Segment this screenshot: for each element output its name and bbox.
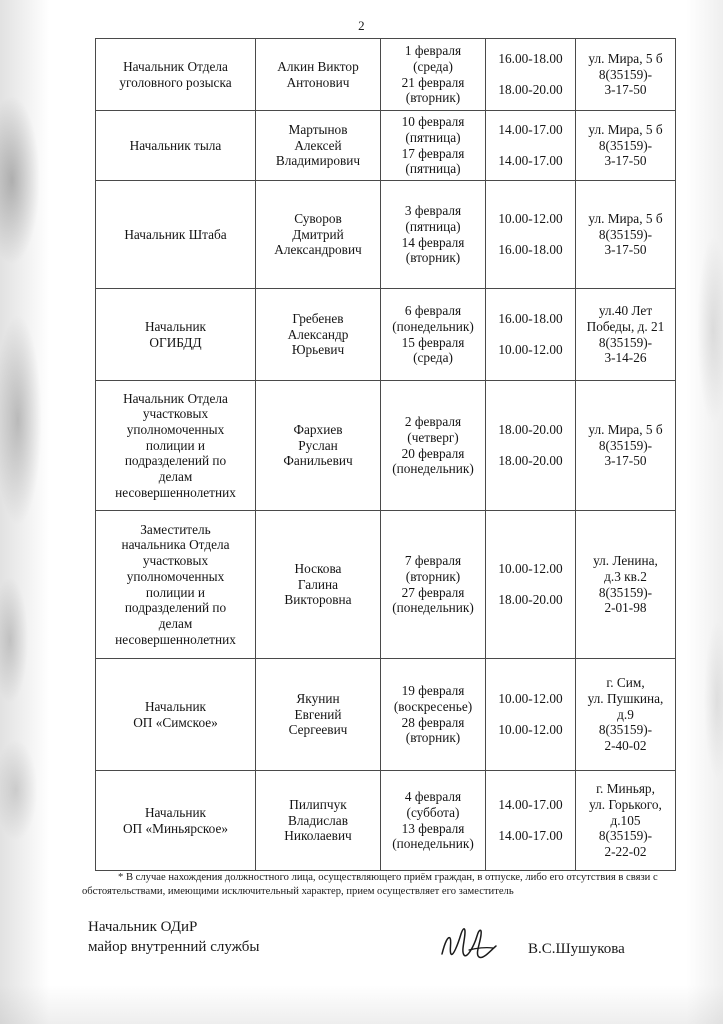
cell-address: [576, 659, 676, 771]
cell-position-line: подразделений по: [124, 600, 227, 616]
cell-times-line: 10.00-12.00: [498, 560, 563, 576]
cell-address: [576, 771, 676, 871]
cell-times-line: 14.00-17.00: [498, 121, 563, 137]
cell-name-line: Юрьевич: [291, 342, 345, 358]
cell-name: [256, 111, 381, 181]
cell-dates-line: (среда): [413, 58, 453, 74]
cell-position-line: Начальник: [144, 804, 207, 820]
cell-address-line: ул. Мира, 5 б: [588, 210, 663, 226]
cell-address-line: 2-22-02: [604, 844, 647, 860]
signatory-title: [88, 918, 418, 958]
handwritten-signature-icon: [436, 924, 516, 964]
cell-address-line: 8(35159)-: [598, 828, 653, 844]
cell-position-line: Заместитель: [140, 521, 211, 537]
time-spacer: [488, 813, 573, 829]
cell-dates-line: (пятница): [405, 129, 461, 145]
cell-times-line: 10.00-12.00: [498, 342, 563, 358]
cell-name-line: Алкин Виктор: [277, 58, 359, 74]
scan-shadow-bottom: [0, 978, 723, 1024]
cell-name-line: Галина: [297, 576, 339, 592]
cell-times: [486, 381, 576, 511]
cell-position: [96, 181, 256, 289]
table-row: [96, 511, 676, 659]
cell-address-line: 8(35159)-: [598, 722, 653, 738]
cell-dates-line: 28 февраля: [401, 714, 465, 730]
cell-dates-line: (понедельник): [392, 836, 474, 852]
cell-dates: [381, 511, 486, 659]
cell-address-line: 8(35159)-: [598, 437, 653, 453]
cell-dates: [381, 659, 486, 771]
cell-position: [96, 111, 256, 181]
cell-dates-line: 13 февраля: [401, 820, 465, 836]
cell-address-line: 8(35159)-: [598, 66, 653, 82]
cell-dates-line: 2 февраля: [404, 414, 462, 430]
cell-position: [96, 659, 256, 771]
cell-dates-line: (пятница): [405, 218, 461, 234]
cell-position-line: Начальник: [144, 698, 207, 714]
cell-name-line: Викторовна: [284, 592, 352, 608]
time-spacer: [488, 138, 573, 154]
cell-address-line: 3-14-26: [604, 350, 647, 366]
cell-name-line: Фанильевич: [283, 453, 353, 469]
cell-dates: [381, 181, 486, 289]
cell-dates-line: 10 февраля: [401, 114, 465, 130]
cell-address-line: 3-17-50: [604, 82, 647, 98]
time-spacer: [488, 438, 573, 454]
cell-times-line: 14.00-17.00: [498, 828, 563, 844]
cell-position-line: подразделений по: [124, 453, 227, 469]
cell-dates-line: 3 февраля: [404, 203, 462, 219]
cell-address-line: ул. Пушкина,: [587, 690, 664, 706]
cell-times: [486, 659, 576, 771]
cell-address: [576, 111, 676, 181]
cell-dates-line: 6 февраля: [404, 303, 462, 319]
footnote: * В случае нахождения должностного лица, осуществляющего приём граждан, в отпуске, либо его отсутствия в связи с обстоятельствами, имеющими исключительный характер, прием осуществляет его заместитель: [82, 872, 658, 897]
cell-address-line: ул. Горького,: [589, 796, 662, 812]
cell-position-line: Начальник Штаба: [124, 226, 227, 242]
signatory-name: В.С.Шушукова: [528, 941, 625, 957]
cell-position-line: ОП «Симское»: [133, 714, 218, 730]
cell-times-line: 16.00-18.00: [498, 50, 563, 66]
cell-times: [486, 181, 576, 289]
cell-dates-line: 4 февраля: [404, 789, 462, 805]
cell-address: [576, 181, 676, 289]
cell-address-line: д.3 кв.2: [604, 568, 647, 584]
cell-name: [256, 39, 381, 111]
cell-position-line: уголовного розыска: [119, 74, 232, 90]
cell-dates: [381, 39, 486, 111]
cell-address-line: ул. Ленина,: [593, 553, 658, 569]
cell-name-line: Суворов: [294, 210, 342, 226]
cell-dates: [381, 289, 486, 381]
cell-name-line: Александрович: [274, 242, 362, 258]
cell-times-line: 10.00-12.00: [498, 722, 563, 738]
cell-address-line: ул. Мира, 5 б: [588, 121, 663, 137]
cell-address-line: д.9: [617, 706, 634, 722]
cell-times-line: 10.00-12.00: [498, 690, 563, 706]
table-row: [96, 181, 676, 289]
cell-name-line: Александр: [287, 326, 349, 342]
cell-dates-line: 19 февраля: [401, 683, 465, 699]
cell-position-line: участковых: [142, 553, 209, 569]
table-row: [96, 111, 676, 181]
cell-name: [256, 381, 381, 511]
cell-name-line: Антонович: [286, 74, 350, 90]
cell-times: [486, 289, 576, 381]
table-row: [96, 39, 676, 111]
cell-dates-line: (вторник): [405, 568, 461, 584]
cell-dates-line: (воскресенье): [393, 698, 473, 714]
signatory-title-line-2: майор внутренний службы: [88, 938, 260, 955]
cell-name-line: Фархиев: [293, 421, 343, 437]
cell-position: [96, 511, 256, 659]
time-spacer: [488, 67, 573, 83]
cell-times-line: 18.00-20.00: [498, 592, 563, 608]
time-spacer: [488, 707, 573, 723]
cell-dates-line: 1 февраля: [404, 43, 462, 59]
cell-dates: [381, 111, 486, 181]
cell-address-line: ул. Мира, 5 б: [588, 50, 663, 66]
cell-name: [256, 289, 381, 381]
cell-position: [96, 289, 256, 381]
cell-address-line: 3-17-50: [604, 453, 647, 469]
cell-position-line: начальника Отдела: [121, 537, 230, 553]
cell-address: [576, 289, 676, 381]
cell-times-line: 10.00-12.00: [498, 210, 563, 226]
cell-dates-line: 27 февраля: [401, 584, 465, 600]
cell-address: [576, 511, 676, 659]
cell-address-line: ул. Мира, 5 б: [588, 421, 663, 437]
cell-position-line: ОГИБДД: [149, 334, 202, 350]
cell-address-line: 8(35159)-: [598, 226, 653, 242]
cell-dates-line: (понедельник): [392, 600, 474, 616]
cell-name-line: Руслан: [298, 437, 338, 453]
page-number: 2: [358, 18, 365, 33]
cell-position-line: Начальник тыла: [129, 137, 222, 153]
cell-position-line: несовершеннолетних: [115, 484, 236, 500]
cell-times-line: 14.00-17.00: [498, 153, 563, 169]
cell-dates-line: 20 февраля: [401, 445, 465, 461]
cell-address-line: 3-17-50: [604, 153, 647, 169]
cell-address-line: г. Миньяр,: [596, 781, 655, 797]
scan-shadow-left: [0, 0, 58, 1024]
cell-name-line: Евгений: [294, 706, 342, 722]
scan-shadow-right: [677, 0, 723, 1024]
cell-name-line: Николаевич: [284, 828, 352, 844]
cell-times-line: 18.00-20.00: [498, 421, 563, 437]
cell-times: [486, 771, 576, 871]
cell-dates-line: 17 февраля: [401, 145, 465, 161]
cell-times-line: 18.00-20.00: [498, 82, 563, 98]
cell-position-line: делам: [158, 469, 193, 485]
cell-times: [486, 511, 576, 659]
cell-address-line: 8(35159)-: [598, 334, 653, 350]
time-spacer: [488, 577, 573, 593]
cell-address-line: 8(35159)-: [598, 584, 653, 600]
cell-name-line: Владимирович: [275, 153, 361, 169]
cell-name-line: Пилипчук: [289, 796, 347, 812]
cell-address-line: 2-01-98: [604, 600, 647, 616]
cell-dates-line: 14 февраля: [401, 234, 465, 250]
cell-name-line: Сергеевич: [288, 722, 348, 738]
cell-times-line: 18.00-20.00: [498, 453, 563, 469]
schedule-table-body: [96, 39, 676, 871]
cell-times-line: 16.00-18.00: [498, 242, 563, 258]
cell-dates-line: (среда): [413, 350, 453, 366]
cell-position-line: участковых: [142, 406, 209, 422]
cell-position-line: полиции и: [145, 584, 206, 600]
table-row: [96, 771, 676, 871]
cell-address-line: 2-40-02: [604, 738, 647, 754]
cell-dates-line: (четверг): [407, 429, 459, 445]
cell-position-line: ОП «Миньярское»: [122, 820, 229, 836]
cell-dates-line: (суббота): [406, 804, 460, 820]
cell-position-line: несовершеннолетних: [115, 631, 236, 647]
cell-address-line: Победы, д. 21: [586, 318, 665, 334]
cell-position-line: Начальник Отдела: [123, 390, 228, 406]
cell-name: [256, 659, 381, 771]
cell-address-line: 3-17-50: [604, 242, 647, 258]
cell-address: [576, 39, 676, 111]
cell-position: [96, 771, 256, 871]
cell-position-line: полиции и: [145, 437, 206, 453]
cell-name: [256, 181, 381, 289]
table-row: [96, 381, 676, 511]
cell-address-line: 8(35159)-: [598, 137, 653, 153]
cell-dates-line: (вторник): [405, 730, 461, 746]
cell-times: [486, 111, 576, 181]
cell-dates-line: 7 февраля: [404, 553, 462, 569]
cell-dates-line: 21 февраля: [401, 74, 465, 90]
cell-name-line: Владислав: [287, 812, 348, 828]
cell-dates-line: (вторник): [405, 90, 461, 106]
cell-position-line: делам: [158, 615, 193, 631]
cell-name: [256, 511, 381, 659]
cell-dates-line: (вторник): [405, 250, 461, 266]
cell-dates-line: (пятница): [405, 161, 461, 177]
cell-address: [576, 381, 676, 511]
cell-times: [486, 39, 576, 111]
table-row: [96, 659, 676, 771]
cell-address-line: г. Сим,: [606, 675, 645, 691]
cell-position-line: уполномоченных: [126, 568, 225, 584]
cell-dates: [381, 381, 486, 511]
cell-dates: [381, 771, 486, 871]
cell-address-line: д.105: [610, 812, 641, 828]
cell-position: [96, 381, 256, 511]
cell-position-line: Начальник: [144, 318, 207, 334]
cell-dates-line: (понедельник): [392, 461, 474, 477]
cell-name-line: Гребенев: [292, 310, 344, 326]
cell-name-line: Алексей: [294, 137, 342, 153]
cell-name-line: Якунин: [296, 690, 340, 706]
time-spacer: [488, 327, 573, 343]
cell-name-line: Дмитрий: [292, 226, 344, 242]
cell-name-line: Носкова: [294, 560, 342, 576]
cell-dates-line: 15 февраля: [401, 334, 465, 350]
table-row: [96, 289, 676, 381]
cell-position: [96, 39, 256, 111]
signatory-title-line-1: Начальник ОДиР: [88, 919, 198, 935]
time-spacer: [488, 227, 573, 243]
cell-address-line: ул.40 Лет: [598, 303, 653, 319]
cell-dates-line: (понедельник): [392, 318, 474, 334]
reception-schedule-table: [95, 38, 676, 871]
cell-times-line: 16.00-18.00: [498, 310, 563, 326]
cell-times-line: 14.00-17.00: [498, 796, 563, 812]
cell-name-line: Мартынов: [288, 121, 348, 137]
cell-position-line: Начальник Отдела: [123, 58, 228, 74]
cell-position-line: уполномоченных: [126, 421, 225, 437]
cell-name: [256, 771, 381, 871]
